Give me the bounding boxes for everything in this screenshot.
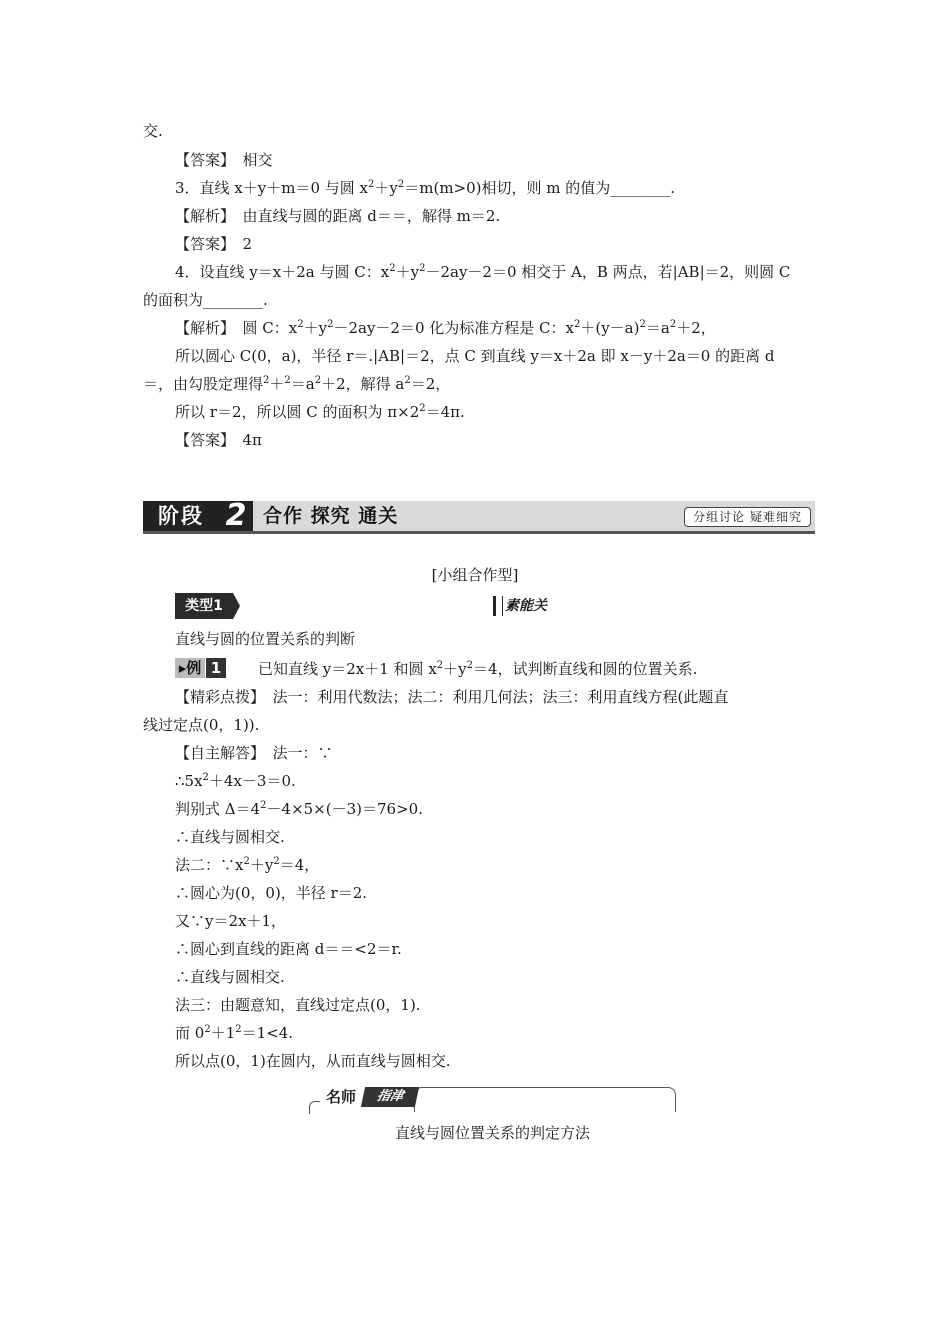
group-label: [小组合作型] [431,566,519,584]
stage-title: 合作 探究 通关 [263,505,399,527]
example-text: 已知直线 y＝2x＋1 和圆 $x^2+y^2=4$，试判断直线和圆的位置关系. [258,660,698,678]
teacher-tips-header [309,1087,675,1113]
question-4-cont: 的面积为________. [143,291,268,309]
type-label: 类型1 [175,593,233,619]
analysis-line: 所以圆心 C(0，a)，半径 r＝.|AB|＝2，点 C 到直线 y＝x＋2a 即 x－y＋2a＝0 的距离 d [175,347,775,365]
tips-badge: 指津 [361,1087,419,1107]
analysis-line: 所以 r＝2，所以圆 C 的面积为 $\pi\times 2^2=4\pi$. [175,403,465,421]
analysis-line: ＝，由勾股定理得$^2+^2=a^2+2$，解得 $a^2=2$， [143,375,451,393]
stage-label: 阶段 [143,501,219,531]
hint-line-cont: 线过定点(0，1)). [143,716,260,734]
solution-line: ∴圆心为(0，0)，半径 r＝2. [175,884,368,902]
type-arrow-icon [233,593,240,619]
answer-line: 【答案】 相交 [175,151,273,169]
solution-line: ∴直线与圆相交. [175,968,285,986]
solution-line: 又∵y＝2x＋1， [175,912,287,930]
solution-line: 而 $0^2+1^2=1<4$. [175,1024,294,1042]
solution-line: 所以点(0，1)在圆内，从而直线与圆相交. [175,1052,451,1070]
type-separator [493,596,503,616]
question-3: 3．直线 x＋y＋m＝0 与圆 $x^2+y^2=m(m>0)$相切，则 m 的值为________. [175,179,676,197]
tips-frame [414,1087,676,1112]
solution-line: ∴圆心到直线的距离 d＝＝<2＝r. [175,940,402,958]
solution-line: $\therefore 5x^2+4x-3=0$. [175,772,296,790]
solution-line: 法三：由题意知，直线过定点(0，1). [175,996,421,1014]
stage-banner [143,498,815,534]
solution-line: 判别式 $\Delta=4^2-4\times 5\times(-3)=76>0$. [175,800,423,818]
tips-frame-left [309,1101,320,1114]
stage-number: 2 [219,501,253,531]
text-line: 交. [143,122,163,140]
stage-tag: 分组讨论 疑难细究 [684,507,811,527]
analysis-line: 【解析】 由直线与圆的距离 d＝＝，解得 m＝2. [175,207,501,225]
tips-title: 直线与圆位置关系的判定方法 [394,1124,590,1142]
solution-line: ∴直线与圆相交. [175,828,285,846]
answer-line: 【答案】 2 [175,235,253,253]
type-right-label: 素能关 [505,598,547,614]
type-bar [175,593,555,619]
example-label: ▸例 [175,658,205,678]
hint-line: 【精彩点拨】 法一：利用代数法；法二：利用几何法；法三：利用直线方程(此题直 [175,688,729,706]
question-4: 4．设直线 y＝x＋2a 与圆 C：$x^2+y^2-2ay-2=0$ 相交于 A，B 两点，若|AB|＝2，则圆 C [175,263,791,281]
analysis-line: 【解析】 圆 C：$x^2+y^2-2ay-2=0$ 化为标准方程是 C：$x^2+(y-a)^2=a^2+2$， [175,319,716,337]
type-title: 直线与圆的位置关系的判断 [175,630,356,648]
solution-line: 法二：$\because x^2+y^2=4$， [175,856,320,874]
solution-line: 【自主解答】 法一：∵ [175,744,333,762]
example-number: 1 [206,658,226,678]
tips-label: 名师 [325,1088,356,1106]
answer-line: 【答案】 4π [175,431,262,449]
